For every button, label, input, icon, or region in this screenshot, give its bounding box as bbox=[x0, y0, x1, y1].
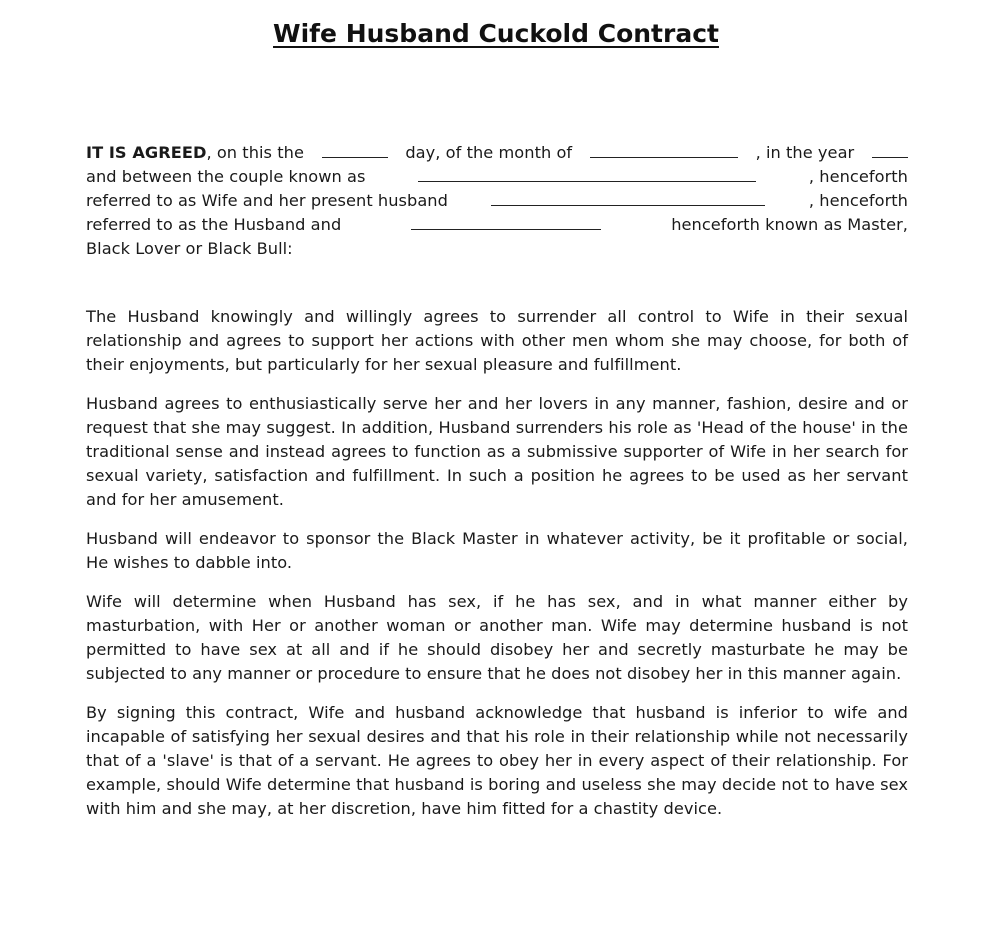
clause-paragraph: The Husband knowingly and willingly agrees to surrender all control to Wife in their sexual relationship and agrees to support her actions with other men whom she may choose, for both of their enjoyments, but particularly for her sexual pleasure and fulfillment. bbox=[86, 307, 908, 374]
preamble-text-5: Black Lover or Black Bull: bbox=[86, 239, 293, 258]
clause-paragraph: Wife will determine when Husband has sex, if he has sex, and in what manner either by masturbation, with Her or another woman or another man. Wife may determine husband is not permitted to have sex at all and if he should disobey her and secretly masturbate he may be subjected to any manner or procedure to ensure that he does not disobey her in this manner again. bbox=[86, 592, 908, 683]
preamble-text-3a: referred to as Wife and her present husband bbox=[86, 191, 448, 210]
document-title: Wife Husband Cuckold Contract bbox=[273, 19, 719, 48]
day-blank bbox=[322, 142, 388, 158]
husband-name-blank bbox=[491, 190, 765, 206]
preamble-text-1a: , on this the bbox=[206, 143, 304, 162]
preamble-text-4b: henceforth known as Master, bbox=[671, 215, 908, 234]
clause-paragraph: Husband will endeavor to sponsor the Black Master in whatever activity, be it profitable or social, He wishes to dabble into. bbox=[86, 529, 908, 572]
agreement-preamble bbox=[86, 141, 908, 261]
preamble-text-2b: , henceforth bbox=[808, 167, 908, 186]
month-blank bbox=[590, 142, 738, 158]
preamble-text-3b: , henceforth bbox=[808, 191, 908, 210]
couple-name-blank bbox=[418, 166, 756, 182]
preamble-line-1 bbox=[86, 141, 908, 165]
master-name-blank bbox=[411, 214, 601, 230]
preamble-text-2a: and between the couple known as bbox=[86, 167, 366, 186]
preamble-lead: IT IS AGREED bbox=[86, 143, 207, 162]
preamble-line-3 bbox=[86, 189, 908, 213]
preamble-line-4 bbox=[86, 213, 908, 237]
year-blank bbox=[872, 142, 908, 158]
clause-paragraph: By signing this contract, Wife and husband acknowledge that husband is inferior to wife and incapable of satisfying her sexual desires and that his role in their relationship while not necessarily that of a 'slave' is that of a servant. He agrees to obey her in every aspect of their relationship. For example, should Wife determine that husband is boring and useless she may decide not to have sex with him and she may, at her discretion, have him fitted for a chastity device. bbox=[86, 703, 908, 818]
preamble-line-1-start bbox=[86, 141, 304, 165]
preamble-text-1b: day, of the month of bbox=[405, 143, 573, 162]
preamble-text-1c: , in the year bbox=[755, 143, 855, 162]
preamble-line-2 bbox=[86, 165, 908, 189]
clause-paragraph: Husband agrees to enthusiastically serve her and her lovers in any manner, fashion, desire and or request that she may suggest. In addition, Husband surrenders his role as 'Head of the house' in the traditional sense and instead agrees to function as a submissive supporter of Wife in her search for sexual variety, satisfaction and fulfillment. In such a position he agrees to be used as her servant and for her amusement. bbox=[86, 394, 908, 509]
contract-clauses bbox=[86, 305, 908, 836]
preamble-line-5 bbox=[86, 237, 908, 261]
preamble-text-4a: referred to as the Husband and bbox=[86, 215, 342, 234]
